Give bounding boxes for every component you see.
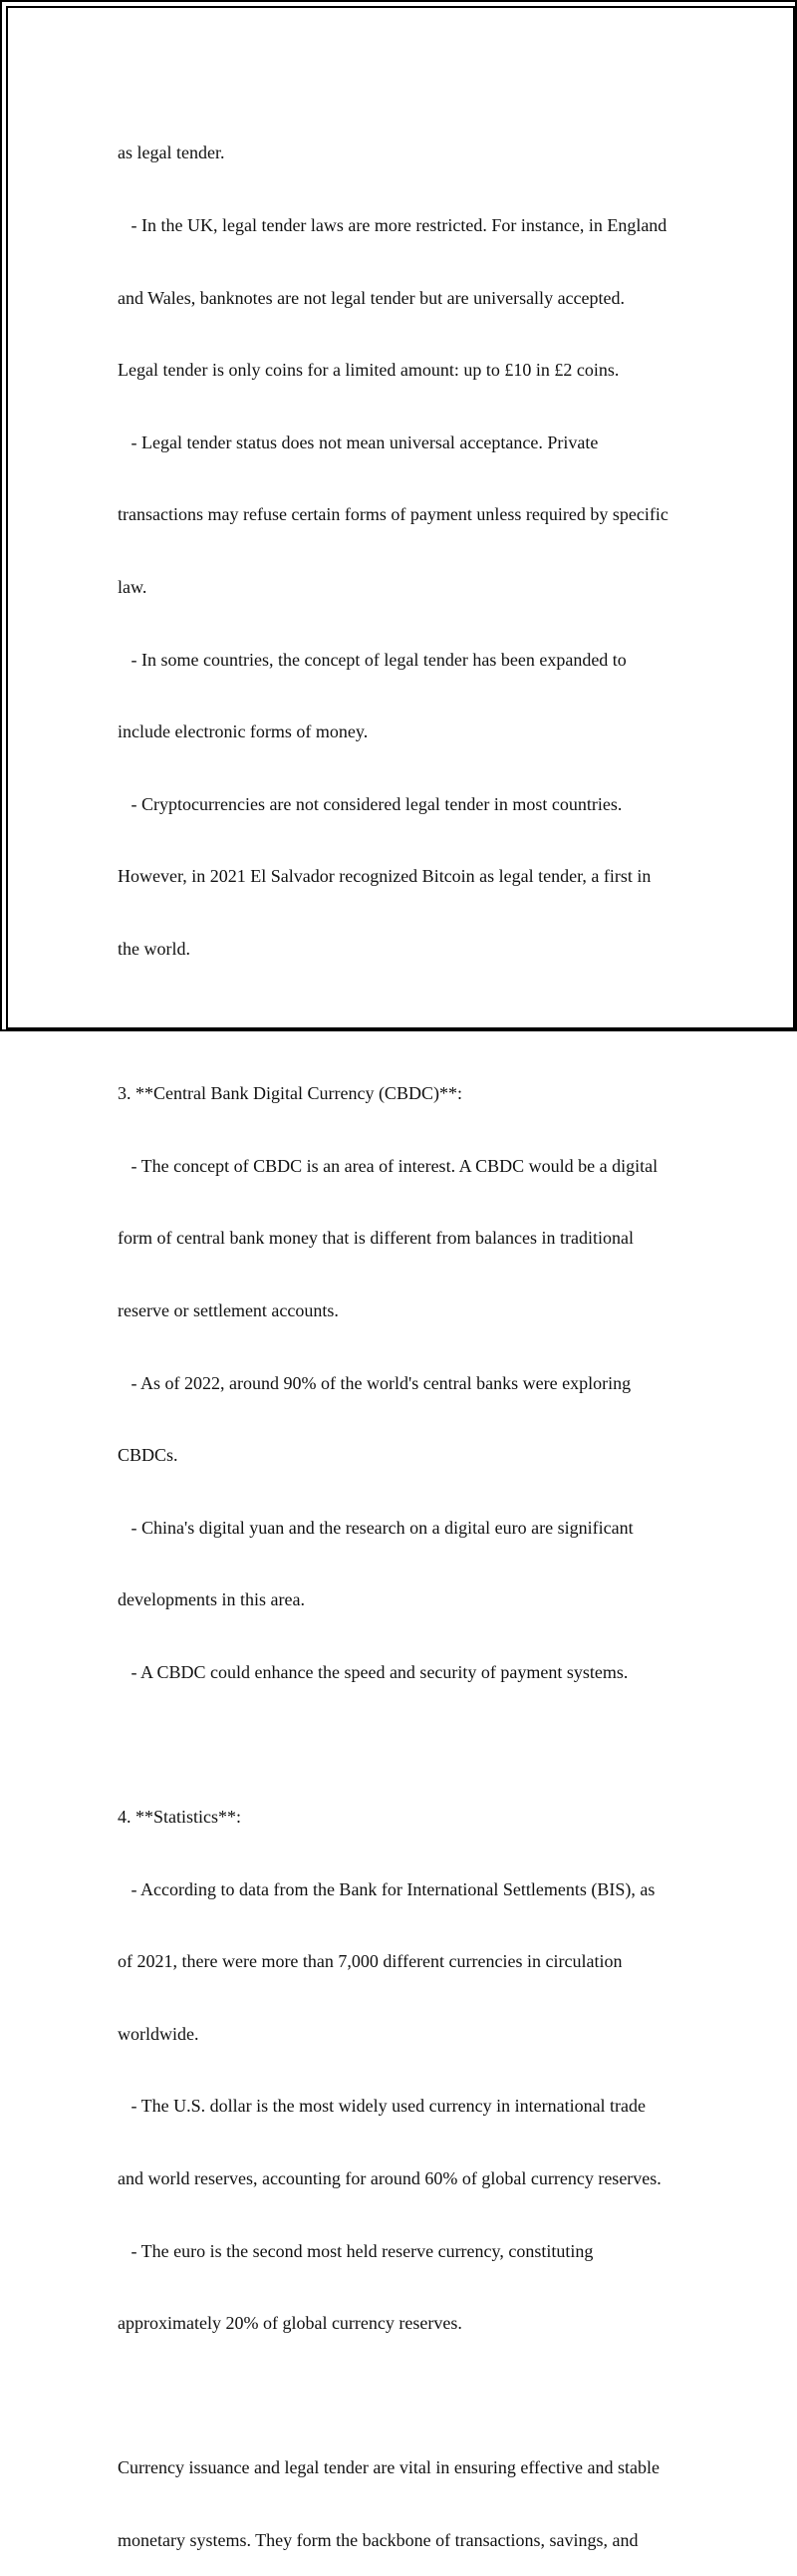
text-line: - As of 2022, around 90% of the world's central banks were exploring xyxy=(118,1372,632,1393)
text-line: Legal tender is only coins for a limited amount: up to £10 in £2 coins. xyxy=(118,360,620,381)
text-line: the world. xyxy=(118,938,190,959)
text-line: - Cryptocurrencies are not considered legal tender in most countries. xyxy=(118,793,623,814)
text-line: - China's digital yuan and the research on a digital euro are significant xyxy=(118,1517,634,1538)
text-line: - Legal tender status does not mean universal acceptance. Private xyxy=(118,431,599,452)
text-line: However, in 2021 El Salvador recognized Bitcoin as legal tender, a first in xyxy=(118,866,652,887)
text-line: approximately 20% of global currency reserves. xyxy=(118,2313,462,2334)
text-line: as legal tender. xyxy=(118,143,225,163)
text-line: include electronic forms of money. xyxy=(118,721,369,742)
text-line: and Wales, banknotes are not legal tender but are universally accepted. xyxy=(118,287,626,308)
text-line: form of central bank money that is different from balances in traditional xyxy=(118,1228,634,1249)
blank-line xyxy=(118,1009,695,1033)
text-line: - The U.S. dollar is the most widely used currency in international trade xyxy=(118,2096,647,2117)
document-body xyxy=(118,93,695,2576)
text-line: CBDCs. xyxy=(118,1445,178,1466)
text-line: - In the UK, legal tender laws are more restricted. For instance, in England xyxy=(118,215,667,235)
text-line: - In some countries, the concept of legal tender has been expanded to xyxy=(118,649,627,670)
text-line: of 2021, there were more than 7,000 different currencies in circulation xyxy=(118,1951,623,1972)
text-line: law. xyxy=(118,576,147,597)
section-heading: 3. **Central Bank Digital Currency (CBDC)**: xyxy=(118,1083,462,1104)
text-line: transactions may refuse certain forms of payment unless required by specific xyxy=(118,504,668,525)
text-line: reserve or settlement accounts. xyxy=(118,1299,339,1320)
text-line: - The euro is the second most held reserve currency, constituting xyxy=(118,2240,594,2261)
text-line: and world reserves, accounting for around 60% of global currency reserves. xyxy=(118,2168,662,2189)
blank-line xyxy=(118,1732,695,1756)
blank-line xyxy=(118,2384,695,2408)
text-line: developments in this area. xyxy=(118,1589,305,1610)
text-line: - The concept of CBDC is an area of interest. A CBDC would be a digital xyxy=(118,1155,659,1176)
section-heading: 4. **Statistics**: xyxy=(118,1807,242,1828)
text-line: Currency issuance and legal tender are vital in ensuring effective and stable xyxy=(118,2457,660,2478)
text-line: monetary systems. They form the backbone of transactions, savings, and xyxy=(118,2530,639,2550)
text-line: worldwide. xyxy=(118,2023,199,2044)
text-line: - According to data from the Bank for International Settlements (BIS), as xyxy=(118,1878,656,1899)
text-line: - A CBDC could enhance the speed and security of payment systems. xyxy=(118,1661,629,1682)
